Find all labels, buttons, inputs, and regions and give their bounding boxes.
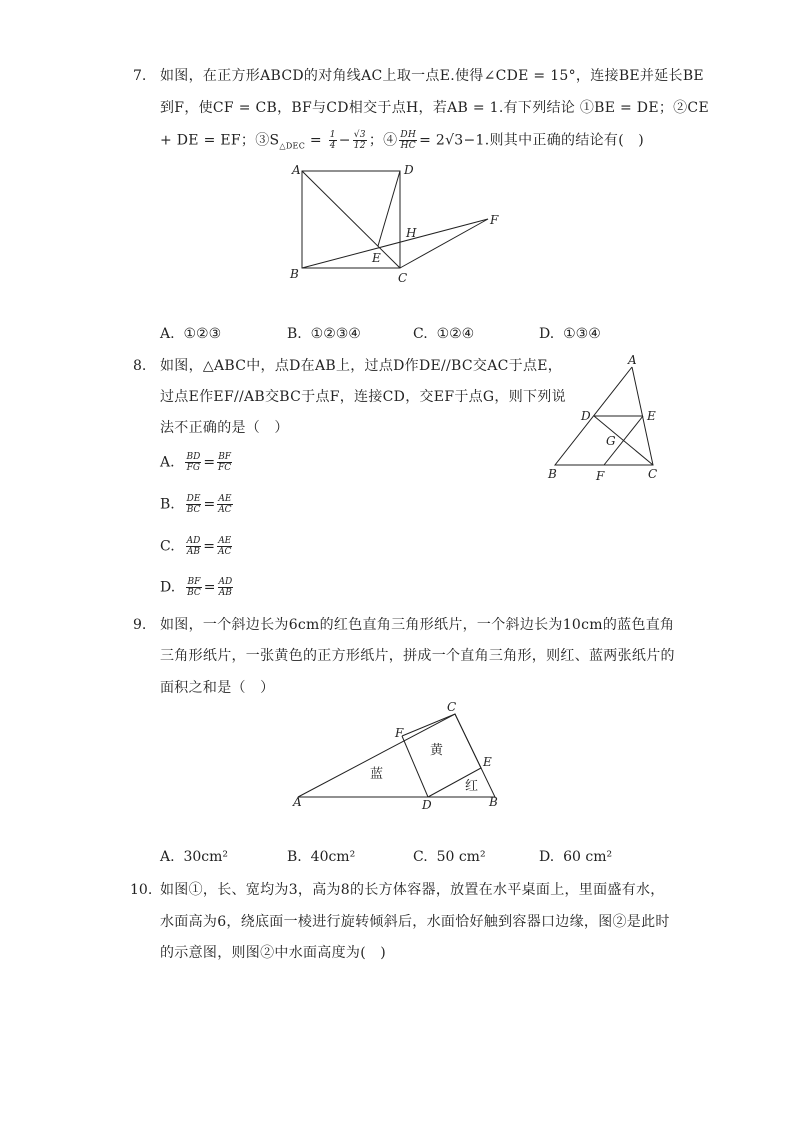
q8-label-g: G <box>606 434 616 448</box>
q8-label-d: D <box>581 409 591 423</box>
q9-option-d[interactable]: D. 60 cm² <box>539 849 613 865</box>
q7-option-a[interactable]: A. ①②③ <box>160 326 222 342</box>
q8-figure <box>540 350 670 485</box>
q9-label-a: A <box>293 795 302 809</box>
q7-label-a: A <box>292 163 301 177</box>
q9-label-c: C <box>447 700 457 714</box>
q8-label-f: F <box>596 469 605 483</box>
q7-stem-line2: 到F，使CF = CB，BF与CD相交于点H，若AB = 1.有下列结论 ①BE = DE；②CE <box>160 100 709 116</box>
q10-stem-line2: 水面高为6，绕底面一棱进行旋转倾斜后，水面恰好触到容器口边缘，图②是此时 <box>160 914 670 930</box>
q8-stem-line3: 法不正确的是（ ） <box>160 420 289 436</box>
q7-figure <box>280 158 520 290</box>
q7-label-c: C <box>398 271 408 285</box>
q7-number: 7. <box>133 68 147 84</box>
q8-option-a[interactable]: A. $\frac{BD}{FG}$ = $\frac{BF}{FC}$ <box>160 452 232 473</box>
q9-label-blue: 蓝 <box>370 767 384 782</box>
q9-label-red: 红 <box>465 779 479 794</box>
q9-option-b[interactable]: B. 40cm² <box>287 849 356 865</box>
q8-option-d[interactable]: D. $\frac{BF}{BC}$ = $\frac{AD}{AB}$ <box>160 577 233 598</box>
q8-option-c[interactable]: C. $\frac{AD}{AB}$ = $\frac{AE}{AC}$ <box>160 536 232 557</box>
q9-label-f: F <box>395 726 404 740</box>
q10-stem-line1: 如图①，长、宽均为3，高为8的长方体容器，放置在水平桌面上，里面盛有水， <box>160 882 665 898</box>
q8-stem-line1: 如图，△ABC中，点D在AB上，过点D作DE//BC交AC于点E， <box>160 358 563 374</box>
q9-figure <box>285 696 510 814</box>
q7-label-h: H <box>406 226 417 240</box>
q9-label-e: E <box>483 755 492 769</box>
q7-label-d: D <box>404 163 414 177</box>
q7-label-f: F <box>490 213 499 227</box>
q10-number: 10. <box>130 882 153 898</box>
q8-label-b: B <box>548 467 557 481</box>
q9-number: 9. <box>133 617 147 633</box>
q7-option-d[interactable]: D. ①③④ <box>539 326 601 342</box>
q7-stem-line3: + DE = EF；$③S_{\triangle DEC}$ = $\frac{1}{4}$ − $\frac{√3}{12}$ ；④ $\frac{DH}{HC}$ = 2√3−1.则其中正确的结论有( ) <box>160 130 645 151</box>
q8-label-c: C <box>648 467 658 481</box>
q10-stem-line3: 的示意图，则图②中水面高度为( ) <box>160 945 387 961</box>
q7-label-b: B <box>290 267 299 281</box>
q8-label-e: E <box>647 409 656 423</box>
q8-stem-line2: 过点E作EF//AB交BC于点F，连接CD，交EF于点G，则下列说 <box>160 389 566 405</box>
q7-option-b[interactable]: B. ①②③④ <box>287 326 361 342</box>
q7-stem-line1: 如图，在正方形ABCD的对角线AC上取一点E.使得∠CDE = 15°，连接BE并延长BE <box>160 68 704 84</box>
q9-stem-line3: 面积之和是（ ） <box>160 680 275 696</box>
q9-option-c[interactable]: C. 50 cm² <box>413 849 486 865</box>
q9-label-d: D <box>422 798 432 812</box>
q9-stem-line2: 三角形纸片，一张黄色的正方形纸片，拼成一个直角三角形，则红、蓝两张纸片的 <box>160 648 675 664</box>
q8-label-a: A <box>628 353 637 367</box>
q9-label-b: B <box>489 795 498 809</box>
q9-stem-line1: 如图，一个斜边长为6cm的红色直角三角形纸片，一个斜边长为10cm的蓝色直角 <box>160 617 675 633</box>
q7-option-c[interactable]: C. ①②④ <box>413 326 475 342</box>
q7-label-e: E <box>372 251 381 265</box>
q8-number: 8. <box>133 358 147 374</box>
q8-option-b[interactable]: B. $\frac{DE}{BC}$ = $\frac{AE}{AC}$ <box>160 494 232 515</box>
q9-option-a[interactable]: A. 30cm² <box>160 849 229 865</box>
q9-label-yellow: 黄 <box>430 743 444 758</box>
